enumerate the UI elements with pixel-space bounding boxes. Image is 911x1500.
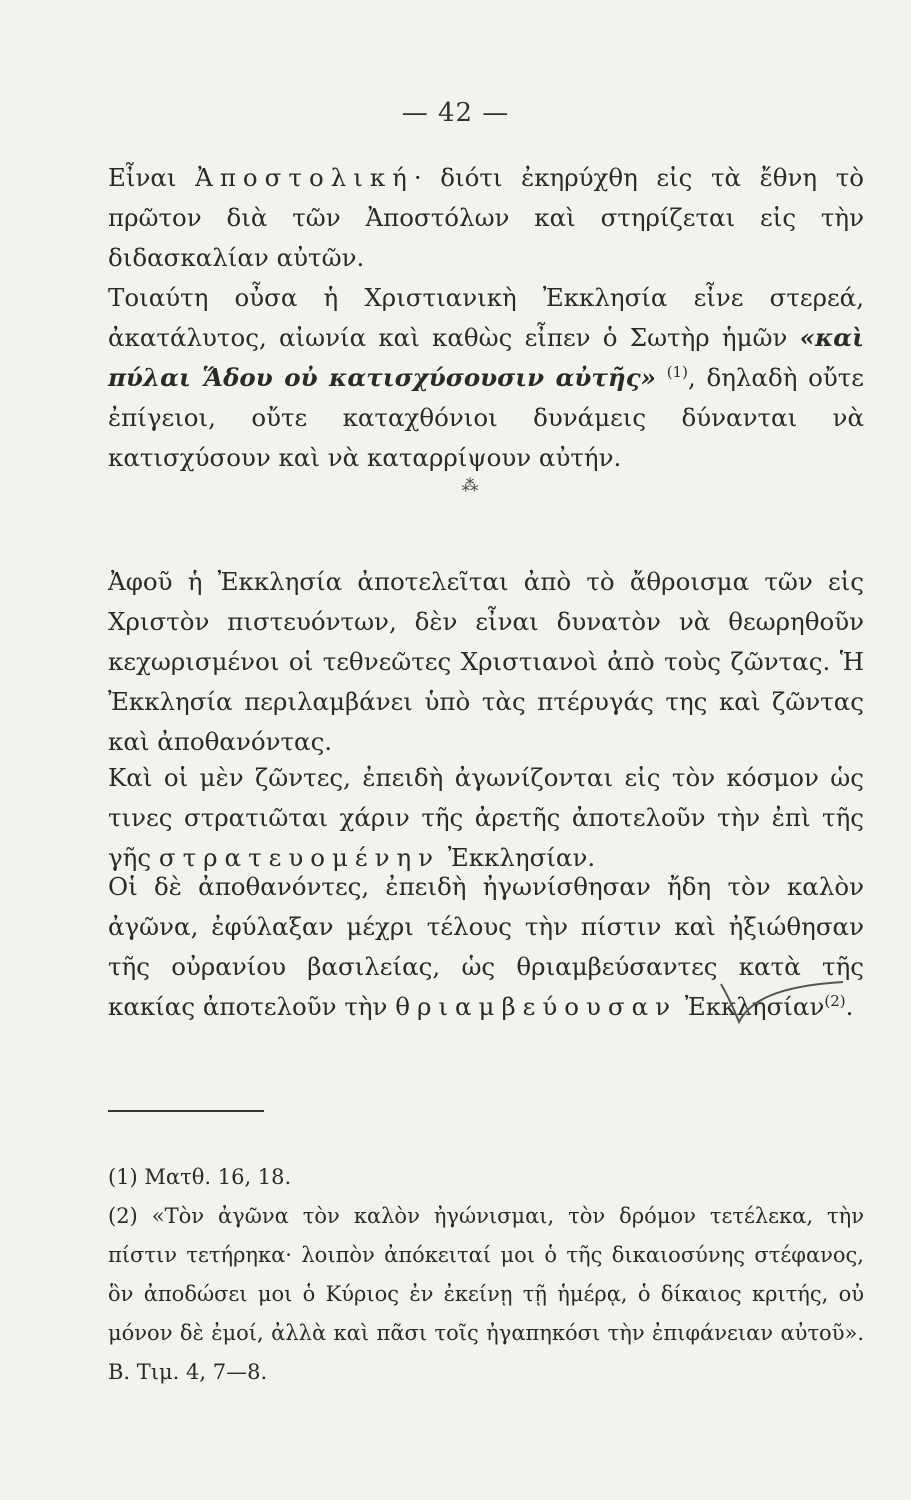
emphasis-triumphant: θριαμβεύουσαν [395, 992, 678, 1021]
scripture-quote: «καὶ πύλαι Ἅδου οὐ κατισχύσουσιν αὐτῆς» [108, 323, 865, 392]
footnote-1: (1) Ματθ. 16, 18. [108, 1165, 292, 1189]
paragraph-text: Καὶ οἱ μὲν ζῶντες, ἐπειδὴ ἀγωνίζονται εἰς τὸν κόσμον ὡς τινες στρατιῶται χάριν τῆς ἀρετῆς ἀποτελοῦν τὴν ἐπὶ τῆς γῆς [108, 763, 864, 872]
paragraph-militant-church [108, 758, 864, 878]
paragraph-text: Ἐκκλησίαν [684, 992, 825, 1021]
paragraph-text: · διότι ἐκηρύχθη εἰς τὰ ἔθνη τὸ πρῶτον διὰ τῶν Ἀποστόλων καὶ στηρίζεται εἰς τὴν διδασκαλίαν αὐτῶν. [108, 163, 864, 272]
footnote-separator [108, 1110, 264, 1112]
paragraph-text: , δηλαδὴ οὔτε ἐπίγειοι, οὔτε καταχθόνιοι δυνάμεις δύνανται νὰ κατισχύσουν καὶ νὰ καταρρίψουν αὐτήν. [108, 363, 864, 472]
paragraph-text: Ἐκκλησίαν. [447, 843, 596, 872]
paragraph-lead: Εἶναι [108, 163, 177, 192]
emphasis-militant: στρατευομένην [158, 843, 441, 872]
paragraph-text: Τοιαύτη οὖσα ἡ Χριστιανικὴ Ἐκκλησία εἶνε στερεά, ἀκατάλυτος, αἰωνία καὶ καθὼς εἶπεν ὁ Σωτὴρ ἡμῶν [108, 283, 864, 352]
paragraph-living-and-dead: Ἀφοῦ ἡ Ἐκκλησία ἀποτελεῖται ἀπὸ τὸ ἄθροισμα τῶν εἰς Χριστὸν πιστευόντων, δὲν εἶναι δυνατὸν νὰ θεωρηθοῦν κεχωρισμένοι οἱ τεθνεῶτες Χριστιανοὶ ἀπὸ τοὺς ζῶντας. Ἡ Ἐκκλησία περιλαμβάνει ὑπὸ τὰς πτέρυγάς της καὶ ζῶντας καὶ ἀποθανόντας. [108, 567, 864, 756]
footnote-ref-2[interactable]: (2) [824, 991, 846, 1010]
paragraph-church-indestructible [108, 278, 864, 478]
footnote-ref-1[interactable]: (1) [666, 362, 688, 381]
page-number: — 42 — [401, 98, 510, 128]
paragraph-text: . [845, 992, 854, 1021]
section-asterism: ⁂ [461, 476, 479, 496]
emphasis-apostolic: Ἀποστολική [195, 163, 414, 192]
footnote-2: (2) «Τὸν ἀγῶνα τὸν καλὸν ἠγώνισμαι, τὸν δρόμον τετέλεκα, τὴν πίστιν τετήρηκα· λοιπὸν ἀπόκειταί μοι ὁ τῆς δικαιοσύνης στέφανος, ὃν ἀποδώσει μοι ὁ Κύριος ἐν ἐκείνῃ τῇ ἡμέρᾳ, ὁ δίκαιος κριτής, οὐ μόνον δὲ ἐμοί, ἀλλὰ καὶ πᾶσι τοῖς ἠγαπηκόσι τὴν ἐπιφάνειαν αὐτοῦ». Β. Τιμ. 4, 7—8. [108, 1204, 864, 1384]
paragraph-text: Οἱ δὲ ἀποθανόντες, ἐπειδὴ ἠγωνίσθησαν ἤδη τὸν καλὸν ἀγῶνα, ἐφύλαξαν μέχρι τέλους τὴν πίστιν καὶ ἠξιώθησαν τῆς οὐρανίου βασιλείας, ὡς θριαμβεύσαντες κατὰ τῆς κακίας ἀποτελοῦν τὴν [108, 872, 864, 1021]
handwritten-check-icon [715, 972, 855, 1036]
paragraph-apostolic [108, 158, 864, 278]
